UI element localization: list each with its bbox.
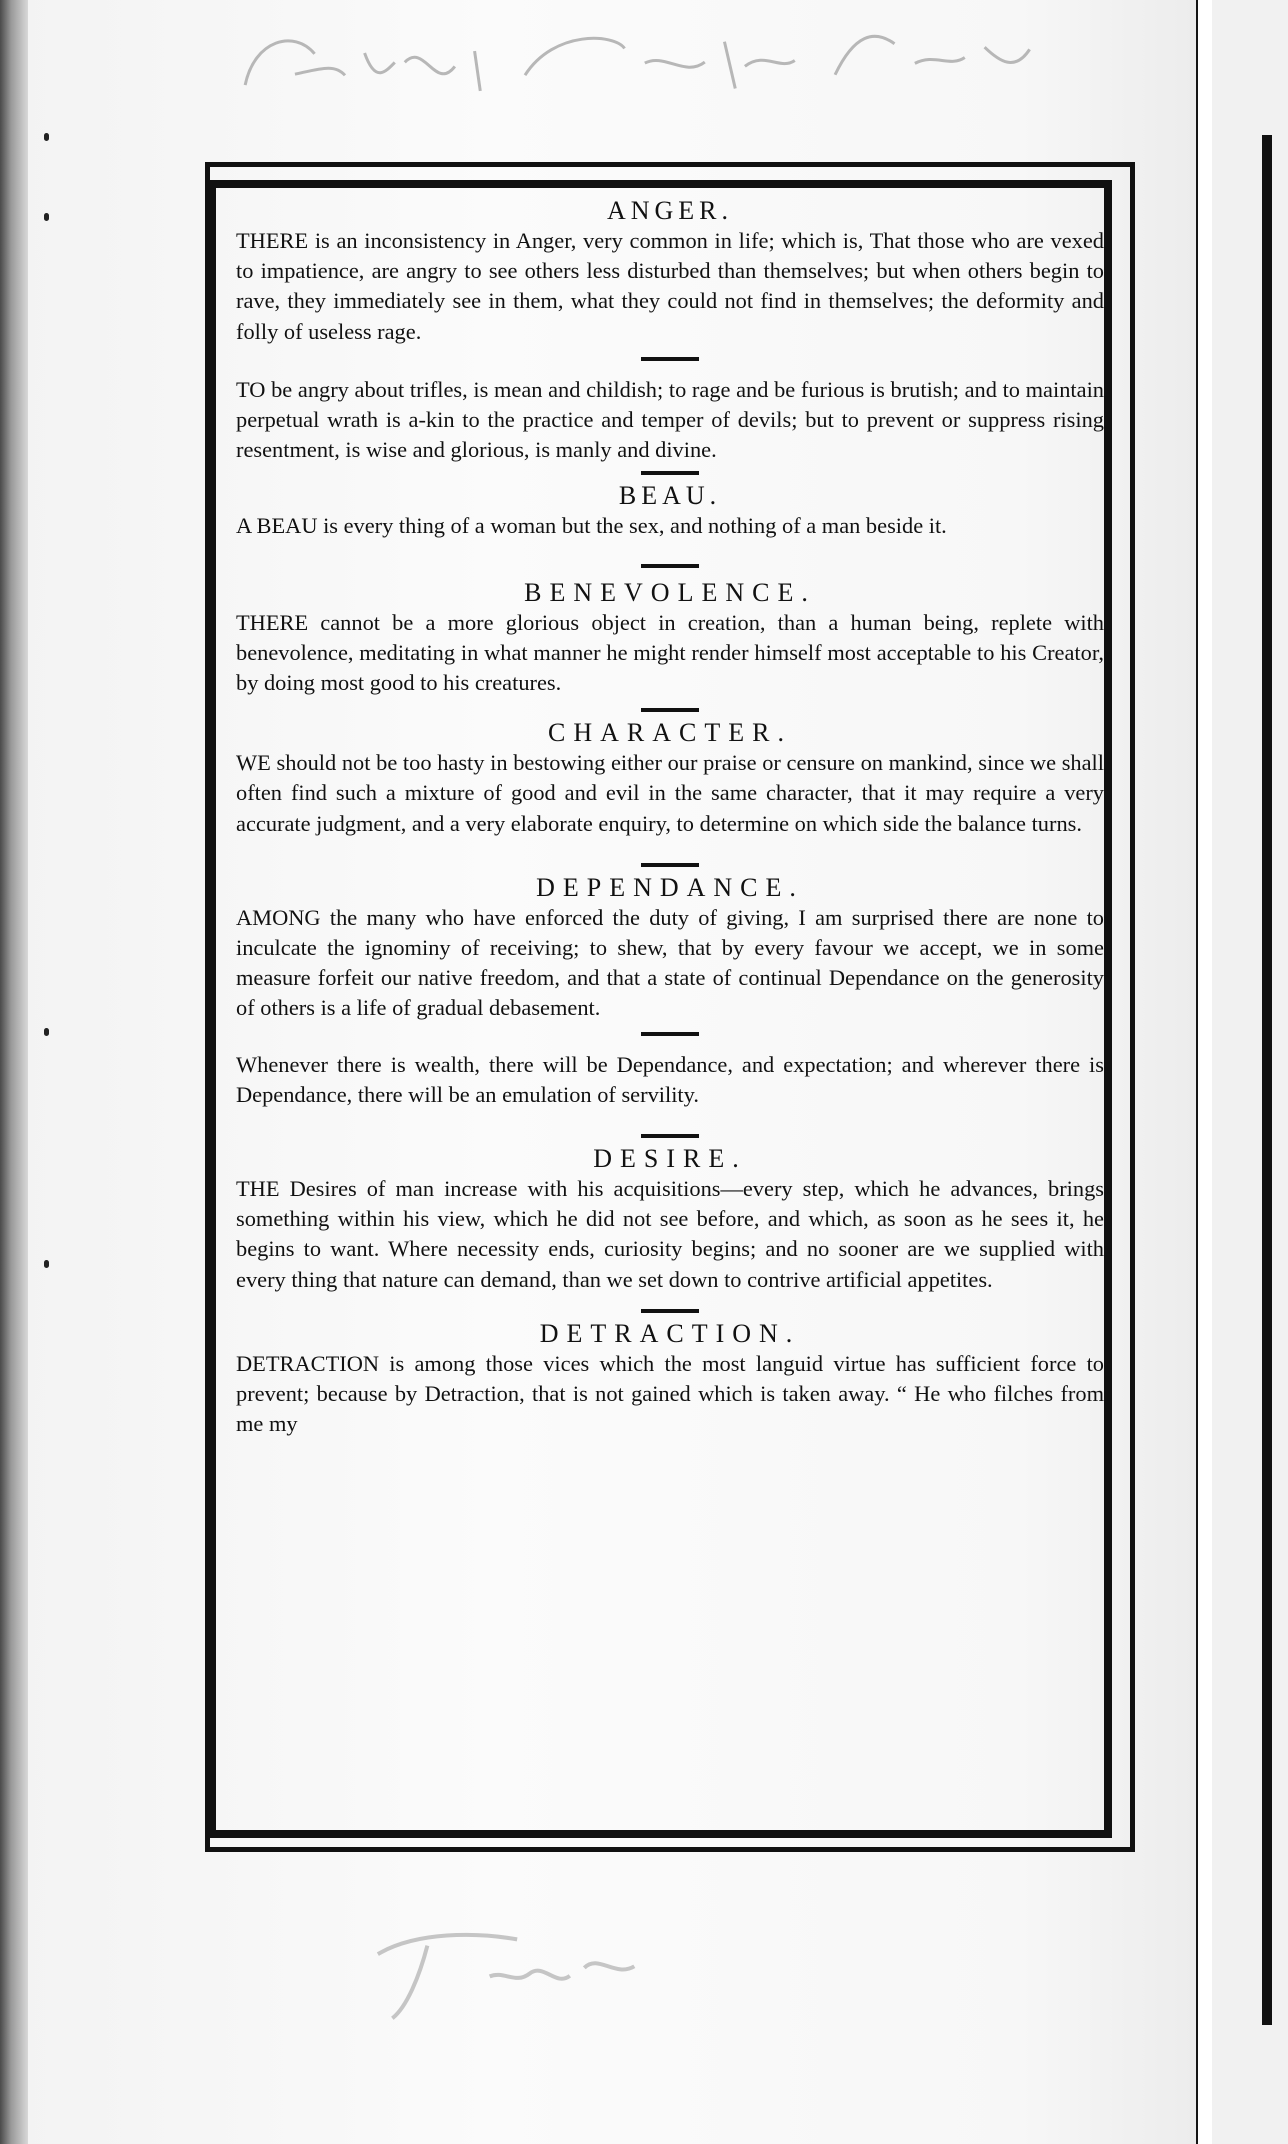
section-heading: CHARACTER.: [548, 718, 792, 748]
section-paragraph: TO be angry about trifles, is mean and childish; to rage and be furious is brutish; and to maintain perpetual wrath is a-kin to the practice and temper of devils; but to prevent or suppress rising resentment, is wise and glorious, is manly and divine.: [236, 376, 1104, 463]
margin-dot: [44, 133, 49, 141]
section-paragraph: DETRACTION is among those vices which the most languid virtue has sufficient force to prevent; because by Detraction, that is not gained which is taken away. “ He who filches from me my: [236, 1350, 1104, 1437]
section-desire: [236, 1144, 1104, 1295]
section-heading: DETRACTION.: [539, 1318, 801, 1348]
section-heading: DEPENDANCE.: [536, 872, 804, 902]
section-paragraph: WE should not be too hasty in bestowing either our praise or censure on mankind, since we shall often find such a mixture of good and evil in the same character, that it may require a very accurate judgment, and a very elaborate enquiry, to determine on which side the balance turns.: [236, 750, 1104, 836]
section-divider: [641, 1032, 699, 1036]
margin-dot: [44, 1028, 49, 1036]
section-divider: [641, 357, 699, 361]
section-beau: [236, 481, 1104, 541]
section-paragraph: AMONG the many who have enforced the duty of giving, I am surprised there are none to inculcate the ignominy of receiving; to shew, that by every favour we accept, we in some measure forfeit our native freedom, and that a state of continual Dependance on the generosity of others is a life of gradual debasement.: [236, 904, 1104, 1021]
section-paragraph: THERE cannot be a more glorious object in creation, than a human being, replete with benevolence, meditating in what manner he might render himself most acceptable to his Creator, by doing most good to his creatures.: [236, 609, 1104, 696]
section-benevolence: [236, 578, 1104, 699]
adjacent-page-border: [1262, 135, 1272, 2025]
section-heading: BENEVOLENCE.: [524, 577, 816, 607]
section-character: [236, 718, 1104, 839]
section-divider: [641, 471, 699, 475]
section-divider: [641, 863, 699, 867]
section-paragraph: Whenever there is wealth, there will be Dependance, and expectation; and wherever there is Dependance, there will be an emulation of servility.: [236, 1051, 1104, 1107]
signature-strokes: [356, 1905, 663, 2036]
section-anger: [236, 196, 1104, 465]
text-block: [236, 196, 1104, 1836]
handwritten-signature-bottom: [356, 1905, 664, 2057]
section-dependance: [236, 873, 1104, 1110]
signature-strokes: [224, 1, 1076, 126]
section-divider: [641, 1134, 699, 1138]
section-divider: [641, 1309, 699, 1313]
margin-dot: [44, 213, 49, 221]
page-left-edge-shadow: [0, 0, 28, 2144]
section-heading: BEAU.: [618, 481, 722, 511]
section-detraction: [236, 1319, 1104, 1440]
section-paragraph: THE Desires of man increase with his acquisitions—every step, which he advances, brings something within his view, which he did not see before, and which, as soon as he sees it, he begins to want. Where necessity ends, curiosity begins; and no sooner are we supplied with every thing that nature can demand, than we set down to contrive artificial appetites.: [236, 1176, 1104, 1292]
spine-gap: [1198, 0, 1212, 2144]
section-heading: ANGER.: [606, 196, 734, 225]
adjacent-page: [1212, 0, 1288, 2144]
section-paragraph: A BEAU is every thing of a woman but the sex, and nothing of a man beside it.: [236, 513, 947, 539]
section-divider: [641, 564, 699, 568]
margin-dot: [44, 1260, 49, 1268]
section-divider: [641, 708, 699, 712]
section-paragraph: THERE is an inconsistency in Anger, very common in life; which is, That those who are vexed to impatience, are angry to see others less disturbed than themselves; but when others begin to rave, they immediately see in them, what they could not find in themselves; the deformity and folly of useless rage.: [236, 228, 1104, 344]
handwritten-signature-top: [224, 1, 1076, 147]
section-heading: DESIRE.: [593, 1144, 747, 1174]
